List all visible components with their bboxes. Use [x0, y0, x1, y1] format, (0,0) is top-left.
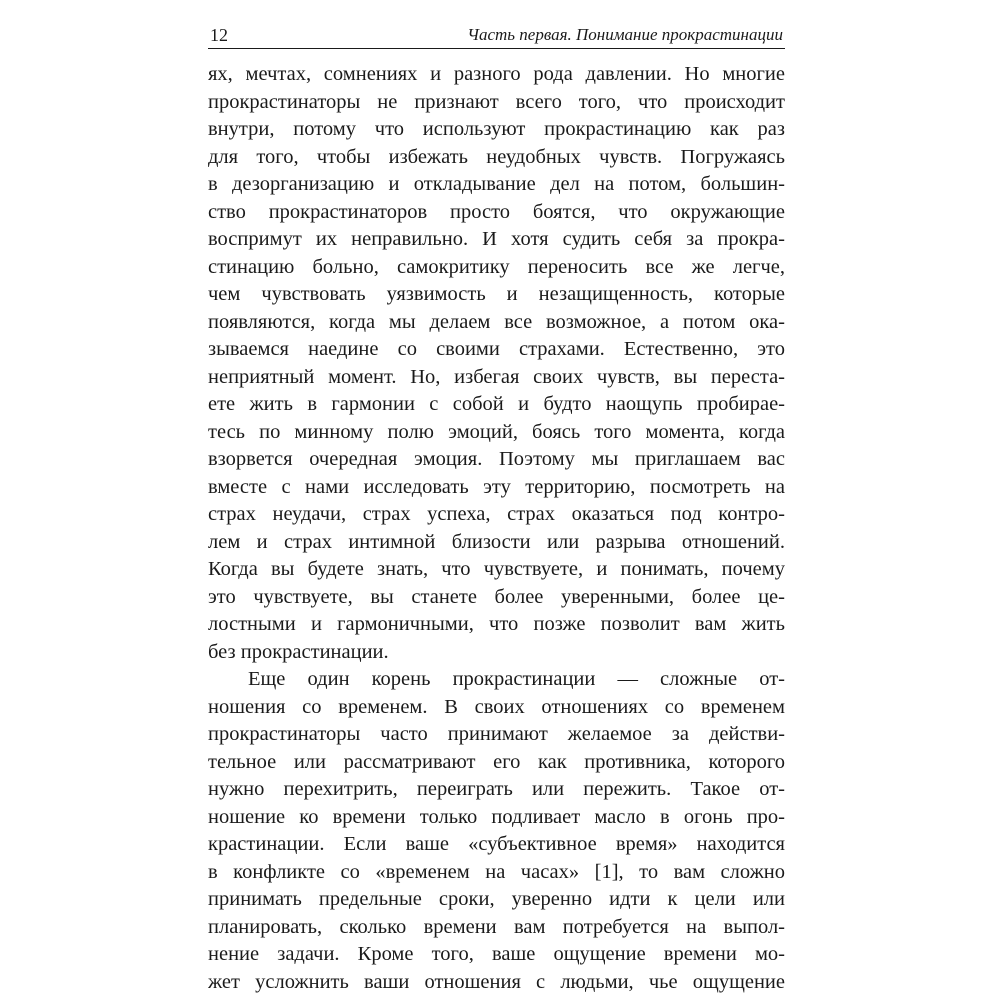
text-line: внутри, потому что используют прокрастинацию как раз: [208, 118, 785, 140]
chapter-title: Часть первая. Понимание прокрастинации: [467, 25, 783, 44]
text-line: Когда вы будете знать, что чувствуете, и понимать, почему: [208, 558, 785, 580]
text-line: ете жить в гармонии с собой и будто наощупь пробирае-: [208, 393, 785, 415]
text-line: в конфликте со «временем на часах» [1], то вам сложно: [208, 860, 785, 883]
text-line: зываемся наедине со своими страхами. Естественно, это: [208, 338, 785, 360]
text-line: вместе с нами исследовать эту территорию, посмотреть на: [208, 475, 785, 498]
text-line: прокрастинаторы часто принимают желаемое за действи-: [208, 723, 785, 745]
running-head: [208, 22, 785, 49]
text-line: нение задачи. Кроме того, ваше ощущение времени мо-: [208, 943, 785, 965]
text-line: ство прокрастинаторов просто боятся, что окружающие: [208, 200, 785, 223]
text-line: ношения со временем. В своих отношениях со временем: [208, 695, 785, 718]
text-line: прокрастинаторы не признают всего того, что происходит: [208, 90, 785, 113]
text-line: лем и страх интимной близости или разрыва отношений.: [208, 530, 785, 553]
text-line: для того, чтобы избежать неудобных чувств. Погружаясь: [208, 145, 785, 168]
page-number: 12: [210, 25, 228, 45]
text-line: неприятный момент. Но, избегая своих чувств, вы переста-: [208, 365, 785, 388]
text-line: жет усложнить ваши отношения с людьми, чье ощущение: [208, 970, 785, 993]
text-line: планировать, сколько времени вам потребуется на выпол-: [208, 915, 785, 938]
text-line: принимать предельные сроки, уверенно идти к цели или: [208, 888, 785, 910]
text-line: стинацию больно, самокритику переносить все же легче,: [208, 255, 785, 278]
text-line: тельное или рассматривают его как противника, которого: [208, 750, 785, 773]
text-line: в дезорганизацию и откладывание дел на потом, большин-: [208, 173, 785, 195]
text-line: воспримут их неправильно. И хотя судить себя за прокра-: [208, 228, 785, 250]
text-line: ношение ко времени только подливает масло в огонь про-: [208, 805, 785, 828]
body-text: [208, 61, 785, 996]
text-line: тесь по минному полю эмоций, боясь того момента, когда: [208, 420, 785, 443]
text-line: крастинации. Если ваше «субъективное время» находится: [208, 833, 785, 855]
text-line: без прокрастинации.: [208, 640, 389, 663]
text-line: нужно перехитрить, переиграть или пережить. Такое от-: [208, 778, 785, 800]
text-line: страх неудачи, страх успеха, страх оказаться под контро-: [208, 503, 785, 525]
text-line: взорвется очередная эмоция. Поэтому мы приглашаем вас: [208, 448, 785, 470]
text-line: появляются, когда мы делаем все возможное, а потом ока-: [208, 310, 785, 333]
text-line: Еще один корень прокрастинации — сложные от-: [248, 668, 785, 690]
text-line: это чувствуете, вы станете более уверенными, более це-: [208, 585, 785, 608]
text-line: чем чувствовать уязвимость и незащищенность, которые: [208, 283, 785, 305]
text-line: лостными и гармоничными, что позже позволит вам жить: [208, 613, 785, 635]
text-line: ях, мечтах, сомнениях и разного рода давлении. Но многие: [208, 63, 785, 85]
